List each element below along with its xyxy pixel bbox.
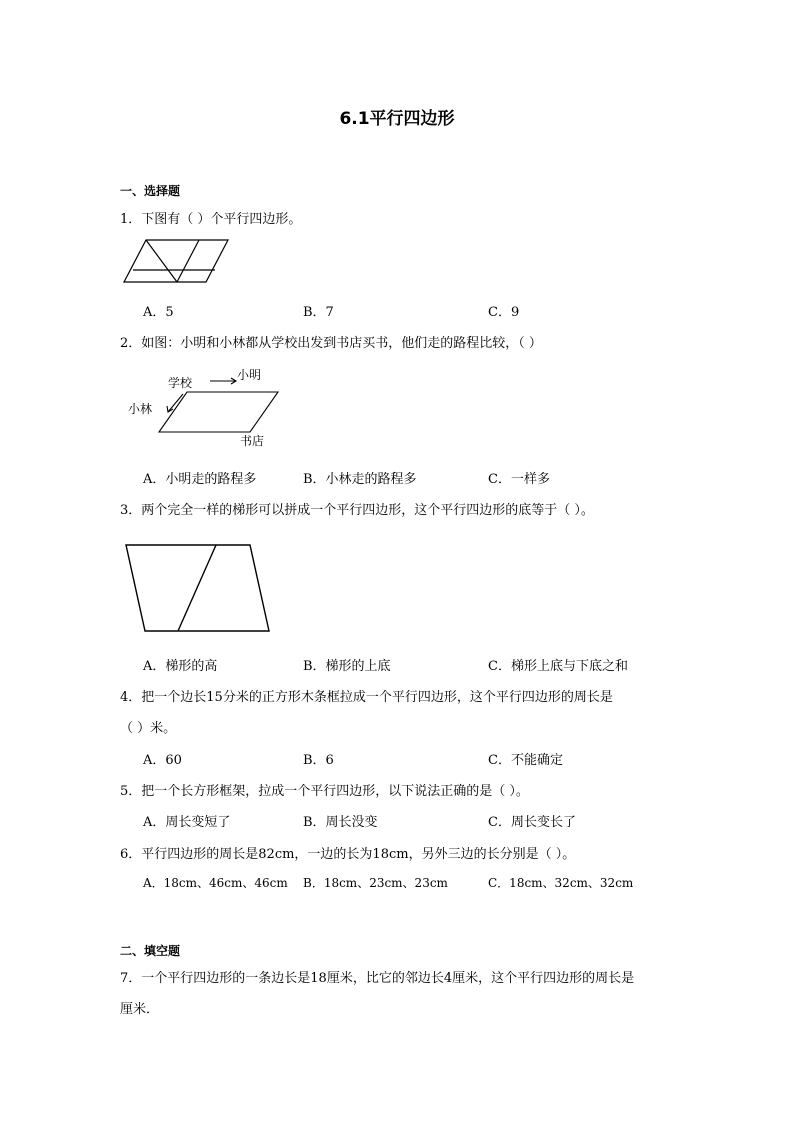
label-xiaoming: 小明 [237, 368, 262, 382]
question-1-option-a: A．5 [143, 305, 174, 320]
question-3-option-c: C．梯形上底与下底之和 [488, 659, 628, 674]
section-fill-heading: 二、填空题 [120, 944, 181, 958]
question-1-option-b: B．7 [303, 305, 334, 320]
q1-line-left-diagonal [146, 240, 177, 282]
question-1-figure [120, 236, 230, 286]
label-bookstore: 书店 [240, 434, 265, 448]
label-school: 学校 [168, 376, 193, 390]
question-3-option-b: B．梯形的上底 [303, 659, 391, 674]
question-2-option-a: A．小明走的路程多 [143, 472, 257, 487]
question-2-option-b: B．小林走的路程多 [303, 472, 417, 487]
question-6-text: 6．平行四边形的周长是82cm，一边的长为18cm，另外三边的长分别是（ ）。 [120, 847, 576, 862]
question-3-figure [120, 540, 275, 635]
section-choice-heading: 一、选择题 [120, 184, 181, 198]
question-4-option-b: B．6 [303, 753, 334, 768]
question-2-option-c: C．一样多 [488, 472, 550, 487]
question-2-figure [150, 370, 290, 440]
label-xiaolin: 小林 [128, 402, 153, 416]
question-1-text: 1．下图有（ ）个平行四边形。 [120, 212, 302, 227]
question-1-option-c: C．9 [488, 305, 520, 320]
q1-outer-parallelogram [124, 240, 228, 282]
question-7-text-line2: 厘米． [120, 1002, 160, 1017]
question-4-option-a: A．60 [143, 753, 182, 768]
q2-parallelogram [159, 392, 278, 432]
question-4-text-line2: （ ）米。 [120, 721, 177, 736]
question-5-option-a: A．周长变短了 [143, 815, 231, 830]
question-4-option-c: C．不能确定 [488, 753, 563, 768]
page-title: 6.1平行四边形 [339, 109, 455, 129]
question-4-text-line1: 4．把一个边长15分米的正方形木条框拉成一个平行四边形，这个平行四边形的周长是 [120, 690, 613, 705]
question-5-option-c: C．周长变长了 [488, 815, 576, 830]
question-6-option-b: B．18cm、23cm、23cm [303, 876, 448, 890]
question-5-option-b: B．周长没变 [303, 815, 378, 830]
q3-dividing-line [178, 545, 216, 631]
question-2-text: 2．如图：小明和小林都从学校出发到书店买书，他们走的路程比较，（ ） [120, 336, 542, 351]
q1-line-right-diagonal [177, 240, 199, 282]
question-6-option-c: C．18cm、32cm、32cm [488, 876, 634, 890]
question-6-option-a: A．18cm、46cm、46cm [143, 876, 288, 890]
question-7-text-line1: 7．一个平行四边形的一条边长是18厘米，比它的邻边长4厘米，这个平行四边形的周长是 [120, 971, 635, 986]
question-3-option-a: A．梯形的高 [143, 659, 218, 674]
question-5-text: 5．把一个长方形框架，拉成一个平行四边形，以下说法正确的是（ ）。 [120, 784, 529, 799]
question-3-text: 3．两个完全一样的梯形可以拼成一个平行四边形，这个平行四边形的底等于（ ）。 [120, 503, 594, 518]
